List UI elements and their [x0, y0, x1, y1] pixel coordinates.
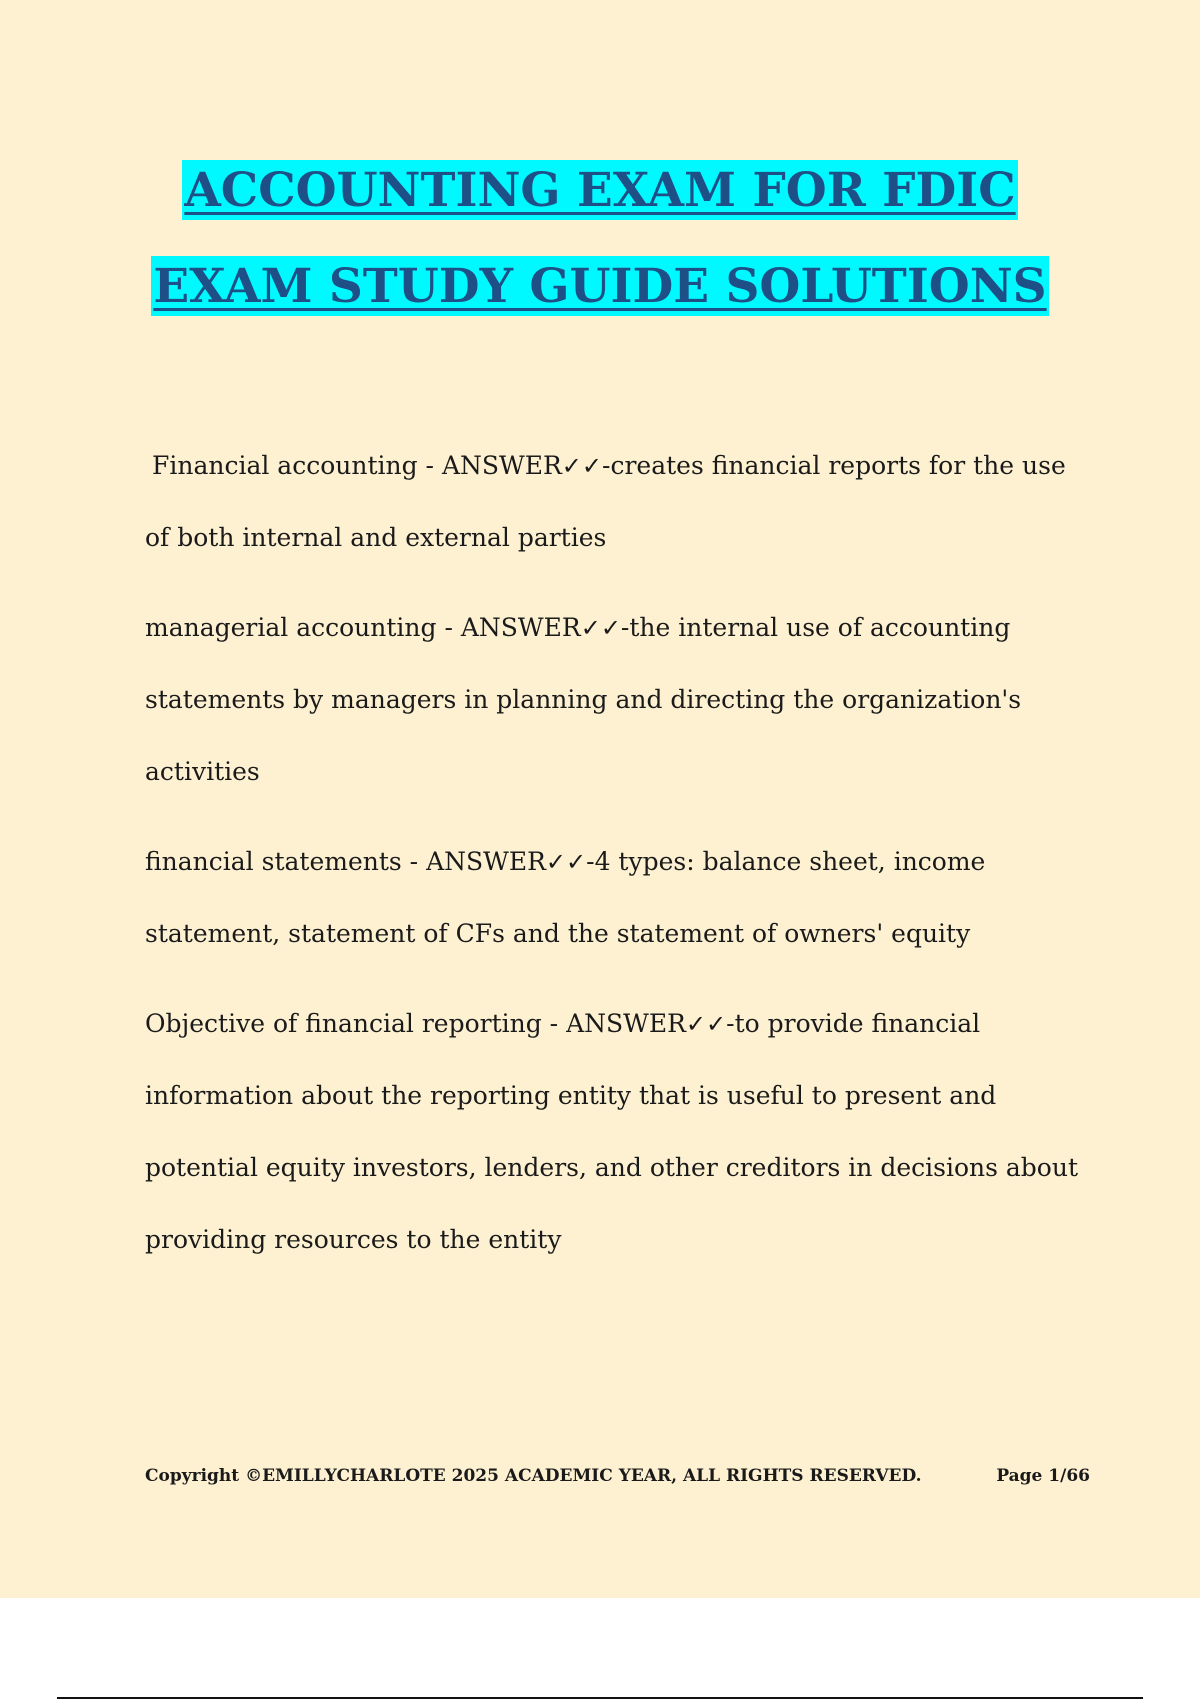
qa-term: Objective of financial reporting: [145, 1009, 542, 1038]
check-icon: ✓✓: [580, 614, 621, 642]
qa-answer-marker: - ANSWER: [401, 847, 546, 876]
qa-entry: [145, 826, 1090, 970]
qa-entry: [145, 430, 1090, 574]
check-icon: ✓✓: [685, 1010, 727, 1038]
qa-answer-marker: - ANSWER: [436, 613, 581, 642]
qa-answer-marker: - ANSWER: [541, 1009, 686, 1038]
qa-definition: -to provide financial information about the reporting entity that is useful to present and potential equity investors, lenders, and other creditors in decisions about providing resources to the entity: [145, 1009, 1078, 1254]
page-footer: [145, 1466, 1090, 1486]
title-line-2: EXAM STUDY GUIDE SOLUTIONS: [151, 256, 1048, 316]
qa-answer-marker: - ANSWER: [417, 451, 562, 480]
check-icon: ✓✓: [561, 452, 602, 480]
check-icon: ✓✓: [545, 848, 587, 876]
qa-entry: [145, 592, 1090, 808]
title-line-1: ACCOUNTING EXAM FOR FDIC: [182, 160, 1017, 220]
qa-term: Financial accounting: [152, 451, 418, 480]
bottom-divider: [57, 1697, 1143, 1699]
qa-entry: [145, 988, 1090, 1276]
qa-definition: -the internal use of accounting statements by managers in planning and directing the organization's activities: [145, 613, 1022, 786]
page-number: Page 1/66: [996, 1466, 1090, 1486]
copyright-notice: Copyright ©EMILLYCHARLOTE 2025 ACADEMIC YEAR, ALL RIGHTS RESERVED.: [145, 1466, 922, 1486]
qa-term: managerial accounting: [145, 613, 437, 642]
qa-term: financial statements: [145, 847, 402, 876]
qa-list: [145, 430, 1090, 1294]
qa-definition: -creates financial reports for the use of both internal and external parties: [145, 451, 1066, 552]
qa-definition: -4 types: balance sheet, income statement, statement of CFs and the statement of owners' equity: [145, 847, 986, 948]
document-title: [0, 160, 1200, 352]
